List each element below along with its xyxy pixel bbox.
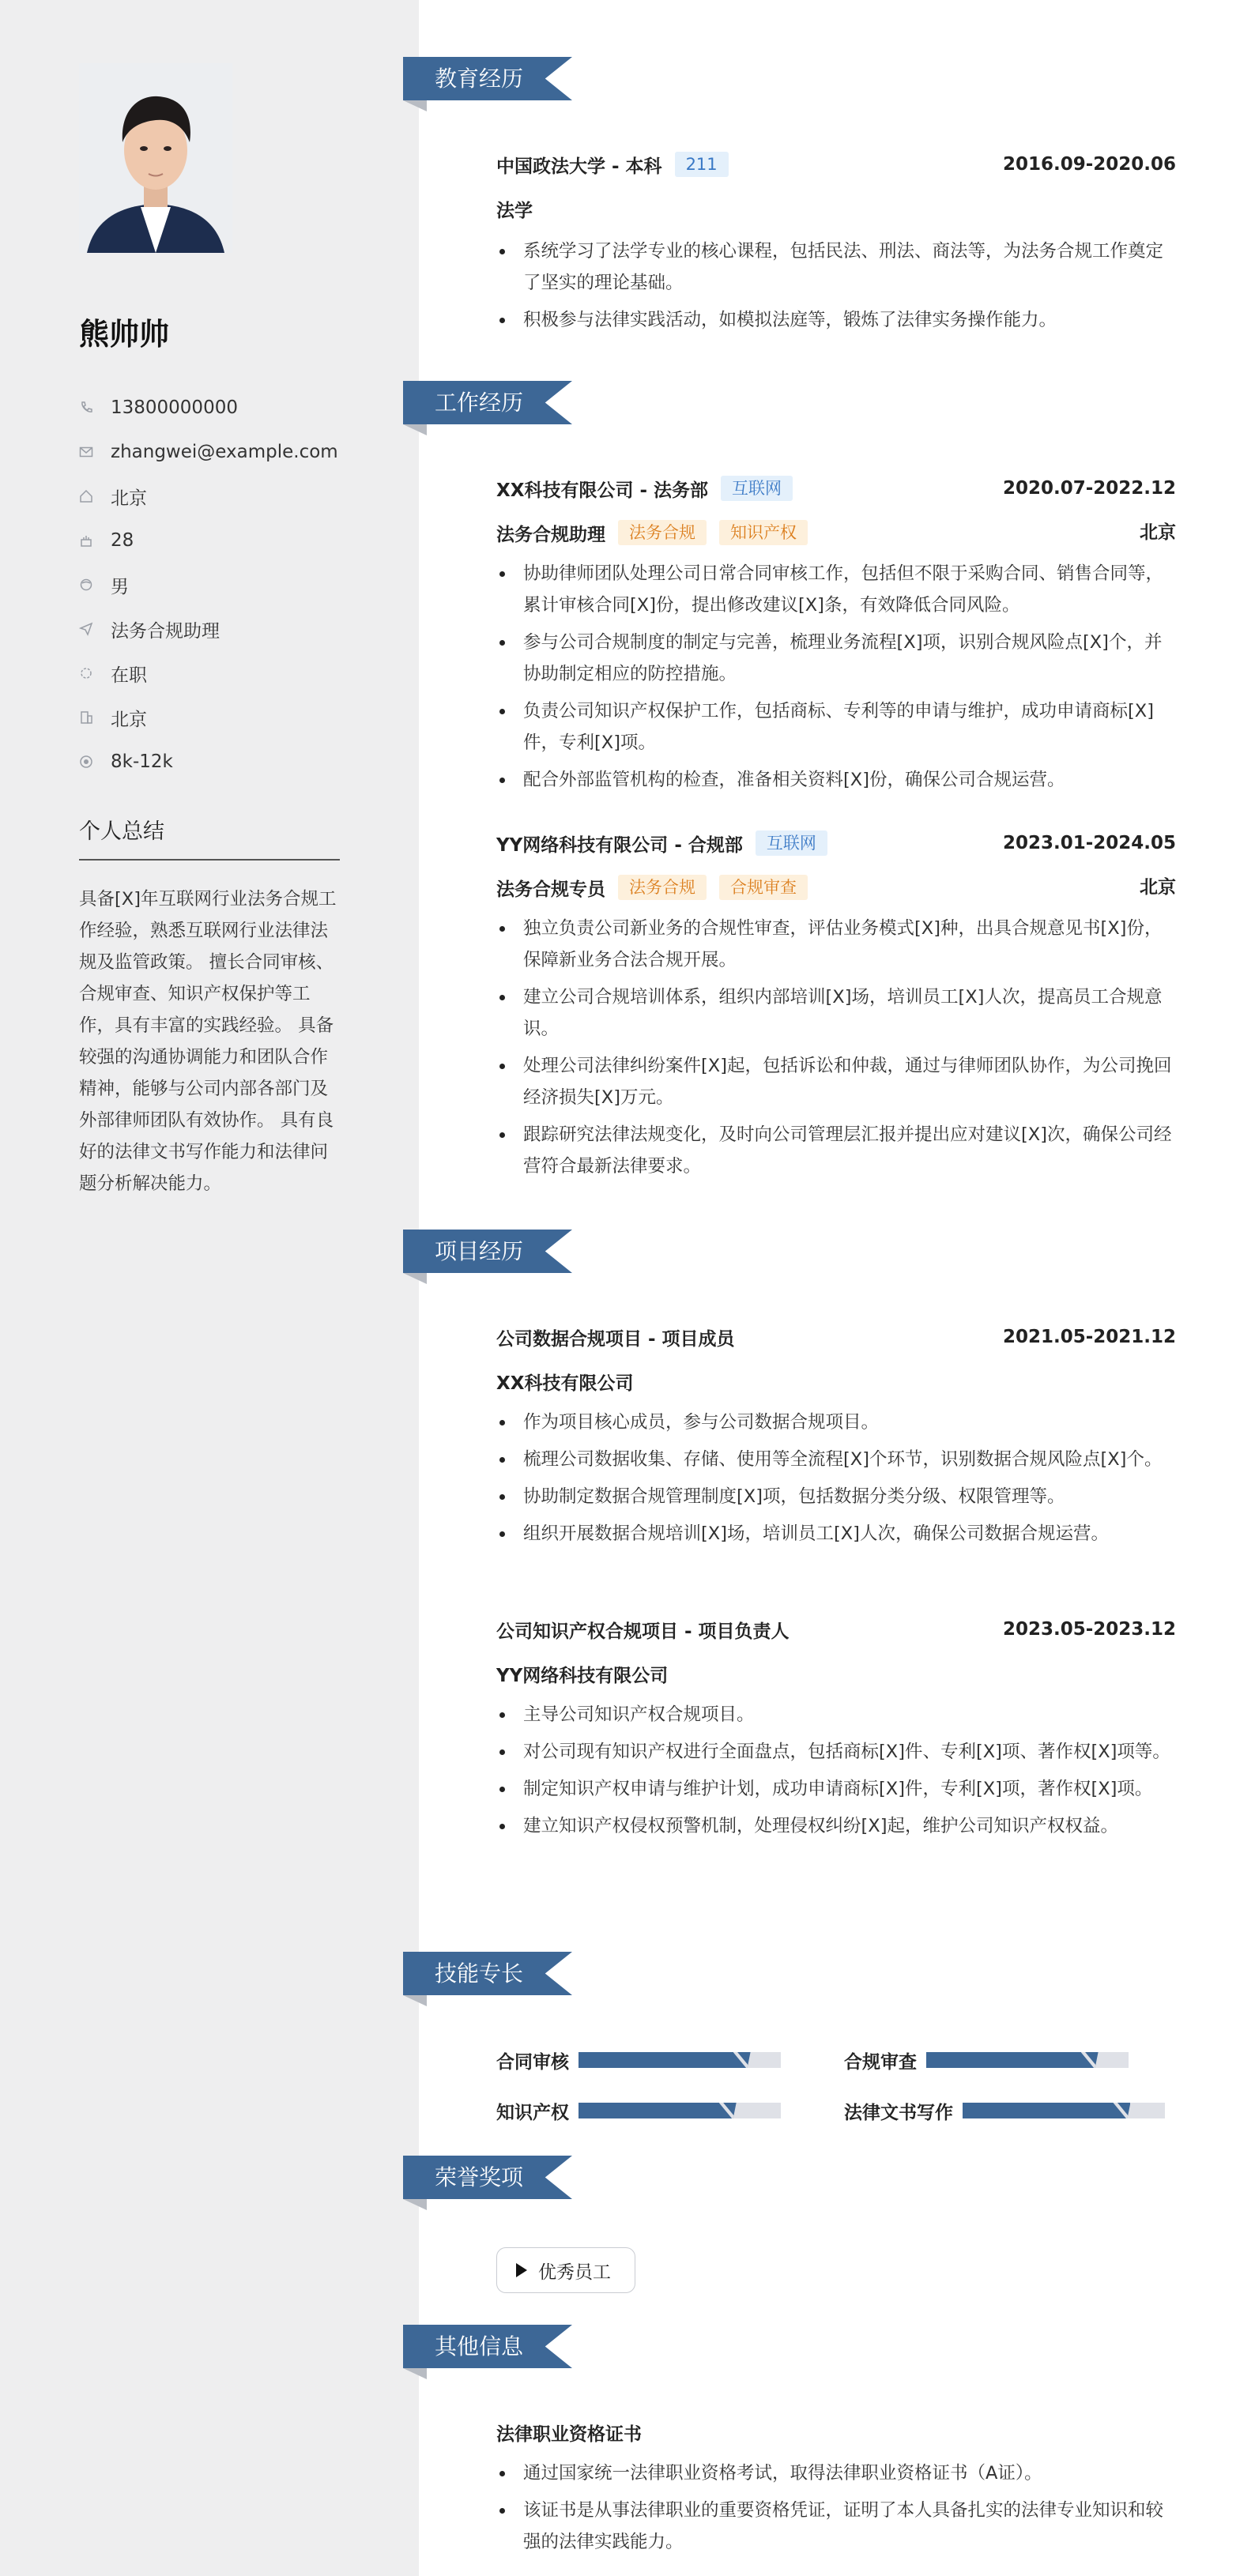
school-name: 中国政法大学 - 本科 [496,156,662,177]
skill-name: 合同审核 [496,2051,569,2073]
location-row [79,474,338,518]
building-icon [79,710,111,725]
skill-item [496,2097,781,2124]
skill-bar-fill [926,2052,1099,2068]
project-header [496,1318,1176,1356]
candidate-name: 熊帅帅 [79,317,170,352]
skill-name: 法律文书写作 [844,2102,953,2123]
home-icon [79,489,111,503]
section-other [403,2325,572,2368]
list-item: 配合外部监管机构的检查，准备相关资料[X]份，确保公司合规运营。 [496,764,1176,796]
work-bullets [496,913,1176,1182]
project-header [496,1610,1176,1648]
list-item: 系统学习了法学专业的核心课程，包括民法、刑法、商法等，为法务合规工作奠定了坚实的理论基础。 [496,235,1176,299]
list-item: 建立公司合规培训体系，组织内部培训[X]场，培训员工[X]人次，提高员工合规意识。 [496,981,1176,1045]
list-item: 该证书是从事法律职业的重要资格凭证，证明了本人具备扎实的法律专业知识和较强的法律实践能力。 [496,2495,1176,2558]
section-title: 荣誉奖项 [435,2164,524,2190]
skill-item [496,2047,781,2073]
age-row [79,518,338,563]
role-row [496,514,1176,552]
list-item: 协助律师团队处理公司日常合同审核工作，包括但不限于采购合同、销售合同等，累计审核合同[X]份，提出修改建议[X]条，有效降低合同风险。 [496,558,1176,621]
skill-bar [963,2103,1165,2118]
skill-bar-fill [579,2052,751,2068]
section-education [403,57,572,100]
skill-bar [926,2052,1129,2068]
section-project [403,1230,572,1273]
education-header [496,145,1176,183]
section-title: 其他信息 [435,2333,524,2359]
industry-tag: 互联网 [756,830,827,856]
project-block-1 [496,1318,1176,1555]
gender-icon [79,578,111,592]
phone-text: 13800000000 [111,397,238,418]
company-name: YY网络科技有限公司 - 合规部 [496,834,743,856]
project-period: 2023.05-2023.12 [1002,1619,1176,1640]
skill-bar-fill [579,2103,737,2118]
play-icon [516,2263,527,2277]
email-text: zhangwei@example.com [111,442,338,462]
phone-row [79,386,338,430]
honor-badge[interactable] [496,2247,635,2293]
cake-icon [79,533,111,548]
skill-item [844,2047,1129,2073]
skill-bar [579,2052,781,2068]
industry-tag: 互联网 [721,476,793,501]
education-block [496,145,1176,341]
profile-photo [79,63,232,253]
gender-text: 男 [111,576,129,597]
email-row [79,430,338,474]
phone-icon [79,401,111,415]
location-text: 北京 [111,488,147,509]
age-text: 28 [111,530,134,551]
certificate-title: 法律职业资格证书 [496,2423,642,2445]
list-item: 跟踪研究法律法规变化，及时向公司管理层汇报并提出应对建议[X]次，确保公司经营符合最新法律要求。 [496,1119,1176,1182]
status-text: 在职 [111,665,147,686]
project-bullets [496,1407,1176,1550]
skill-bar-fill [963,2103,1130,2118]
salary-row [79,740,338,784]
section-title: 技能专长 [435,1960,524,1987]
salary-text: 8k-12k [111,751,173,772]
list-item: 协助制定数据合规管理制度[X]项，包括数据分类分级、权限管理等。 [496,1481,1176,1512]
work-period: 2020.07-2022.12 [1002,478,1176,499]
work-block-2 [496,824,1176,1188]
work-bullets [496,558,1176,796]
status-icon [79,666,111,680]
list-item: 组织开展数据合规培训[X]场，培训员工[X]人次，确保公司数据合规运营。 [496,1518,1176,1550]
other-block [496,2413,1176,2563]
list-item: 主导公司知识产权合规项目。 [496,1699,1176,1731]
project-block-2 [496,1610,1176,1847]
project-company: YY网络科技有限公司 [496,1665,669,1686]
section-honors [403,2156,572,2199]
role-row [496,868,1176,906]
list-item: 对公司现有知识产权进行全面盘点，包括商标[X]件、专利[X]项、著作权[X]项等。 [496,1736,1176,1768]
project-bullets [496,1699,1176,1842]
work-block-1 [496,469,1176,801]
skill-name: 合规审查 [844,2051,917,2073]
position-row [79,607,338,651]
role-title: 法务合规专员 [496,879,605,900]
status-row [79,651,338,695]
skill-item [844,2097,1165,2124]
list-item: 梳理公司数据收集、存储、使用等全流程[X]个环节，识别数据合规风险点[X]个。 [496,1444,1176,1475]
section-skills [403,1952,572,1995]
work-header [496,469,1176,507]
list-item: 制定知识产权申请与维护计划，成功申请商标[X]件，专利[X]项，著作权[X]项。 [496,1773,1176,1805]
project-company: XX科技有限公司 [496,1373,634,1394]
work-header [496,824,1176,862]
list-item: 建立知识产权侵权预警机制，处理侵权纠纷[X]起，维护公司知识产权权益。 [496,1810,1176,1842]
work-period: 2023.01-2024.05 [1002,833,1176,853]
summary-text: 具备[X]年互联网行业法务合规工作经验，熟悉互联网行业法律法规及监管政策。 擅长合同审核、合规审查、知识产权保护等工作，具有丰富的实践经验。 具备较强的沟通协调能力和团队合作精神，能够与公司内部各部门及外部律师团队有效协作。 具有良好的法律文书写作能力和法律问题分析解决能力。 [79,889,337,1194]
skill-tag: 知识产权 [719,520,808,545]
project-period: 2021.05-2021.12 [1002,1327,1176,1347]
section-title: 教育经历 [435,66,524,92]
skill-tag: 法务合规 [618,875,707,900]
school-tag: 211 [675,152,729,177]
contact-info-list [79,386,338,784]
section-title: 工作经历 [435,390,524,416]
section-title: 项目经历 [435,1238,524,1264]
list-item: 处理公司法律纠纷案件[X]起，包括诉讼和仲裁，通过与律师团队协作，为公司挽回经济损失[X]万元。 [496,1050,1176,1113]
mail-icon [79,445,111,459]
gender-row [79,563,338,607]
project-name: 公司数据合规项目 - 项目成员 [496,1328,735,1350]
other-bullets [496,2457,1176,2558]
list-item: 积极参与法律实践活动，如模拟法庭等，锻炼了法律实务操作能力。 [496,304,1176,336]
list-item: 负责公司知识产权保护工作，包括商标、专利等的申请与维护，成功申请商标[X]件，专利[X]项。 [496,695,1176,759]
honor-label: 优秀员工 [538,2262,611,2283]
skill-tag: 合规审查 [719,875,808,900]
section-work [403,381,572,424]
skill-tag: 法务合规 [618,520,707,545]
company-name: XX科技有限公司 - 法务部 [496,480,709,501]
summary-title: 个人总结 [79,814,340,861]
skill-bar [579,2103,781,2118]
work-city: 北京 [1140,522,1176,543]
list-item: 作为项目核心成员，参与公司数据合规项目。 [496,1407,1176,1438]
work-city: 北京 [1140,877,1176,898]
position-text: 法务合规助理 [111,620,220,642]
project-name: 公司知识产权合规项目 - 项目负责人 [496,1621,790,1642]
role-title: 法务合规助理 [496,524,605,545]
send-icon [79,622,111,636]
coin-icon [79,755,111,769]
major: 法学 [496,200,533,221]
city-row [79,695,338,740]
list-item: 参与公司合规制度的制定与完善，梳理业务流程[X]项，识别合规风险点[X]个，并协助制定相应的防控措施。 [496,627,1176,690]
list-item: 通过国家统一法律职业资格考试，取得法律职业资格证书（A证）。 [496,2457,1176,2489]
city-text: 北京 [111,709,147,730]
education-period: 2016.09-2020.06 [1002,154,1176,175]
skill-name: 知识产权 [496,2102,569,2123]
list-item: 独立负责公司新业务的合规性审查，评估业务模式[X]种，出具合规意见书[X]份，保障新业务合法合规开展。 [496,913,1176,976]
education-bullets [496,235,1176,336]
